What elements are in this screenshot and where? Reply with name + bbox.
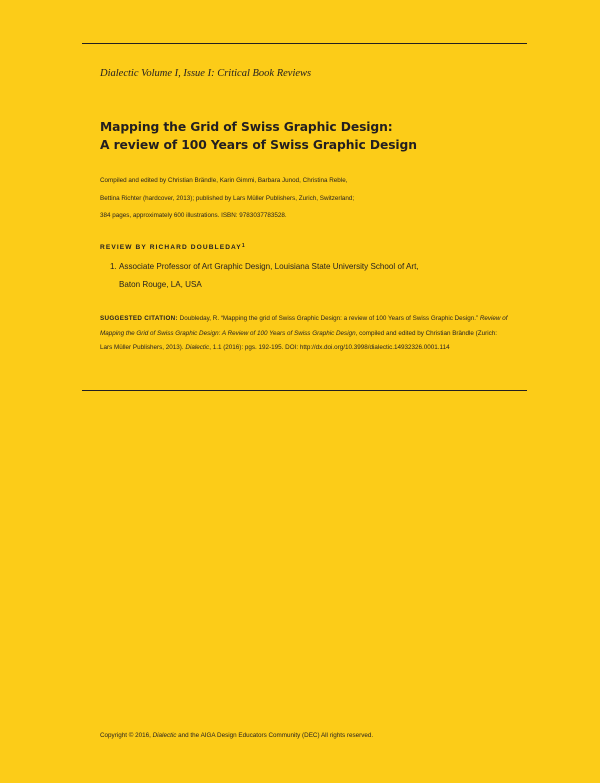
credits-line: Bettina Richter (hardcover, 2013); published by Lars Müller Publishers, Zurich, Switzerland;: [100, 194, 355, 202]
footnote-line-2: Baton Rouge, LA, USA: [119, 279, 202, 289]
credits-line: 384 pages, approximately 600 illustrations. ISBN: 9783037783528.: [100, 212, 287, 219]
article-title-line-1: Mapping the Grid of Swiss Graphic Design:: [100, 120, 393, 134]
reviewer-name: REVIEW BY RICHARD DOUBLEDAY: [100, 244, 242, 251]
copyright-suffix: and the AIGA Design Educators Community (DEC) All rights reserved.: [176, 732, 374, 739]
citation-text: Doubleday, R. “Mapping the grid of Swiss Graphic Design: a review of 100 Years of Swiss Graphic Design.”: [177, 315, 480, 322]
top-divider: [82, 43, 527, 44]
citation-review-title: Review of Mapping the Grid of Swiss Graphic Design: A Review of 100 Years of Swiss Graphic Design: [100, 315, 508, 337]
citation-journal: Dialectic: [185, 344, 210, 351]
citation-text: , compiled and edited by Christian Brändle (Zurich: Lars Müller Publishers, 2013).: [100, 329, 498, 351]
author-footnote: [110, 258, 510, 293]
article-title: [100, 118, 520, 154]
citation-label: SUGGESTED CITATION:: [100, 315, 178, 322]
suggested-citation: [100, 312, 510, 356]
copyright-footer: [100, 732, 373, 739]
credits-line: Compiled and edited by Christian Brändle, Karin Gimmi, Barbara Junod, Christina Reble,: [100, 177, 348, 184]
footnote-marker: 1: [241, 243, 245, 249]
copyright-prefix: Copyright © 2016,: [100, 732, 153, 739]
book-credits: [100, 172, 510, 225]
footnote-line-1: Associate Professor of Art Graphic Design, Louisiana State University School of Art,: [119, 262, 419, 271]
citation-doi: , 1.1 (2016): pgs. 192-195. DOI: http://dx.doi.org/10.3998/dialectic.14932326.0001.114: [209, 344, 450, 351]
reviewer-byline: [100, 243, 245, 251]
bottom-divider: [82, 390, 527, 391]
footnote-number: 1.: [110, 262, 117, 271]
copyright-journal: Dialectic: [152, 732, 177, 739]
journal-issue-header: Dialectic Volume I, Issue I: Critical Book Reviews: [100, 68, 312, 79]
article-title-line-2: A review of 100 Years of Swiss Graphic Design: [100, 138, 417, 152]
